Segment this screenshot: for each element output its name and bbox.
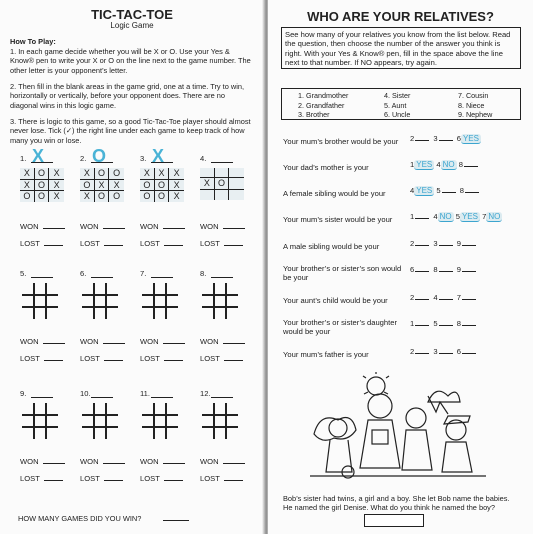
answer-number: 9 — [456, 265, 461, 274]
game-number: 3. — [140, 154, 147, 163]
game-grid[interactable] — [142, 403, 178, 439]
answer-choices — [410, 293, 478, 302]
game-number: 5. — [20, 269, 27, 278]
game-grid[interactable] — [82, 403, 118, 439]
answer-blank[interactable] — [462, 353, 476, 354]
answer-number: 8 — [458, 160, 463, 169]
relative-option: 6. Uncle — [384, 110, 411, 119]
game-number: 10. — [80, 389, 91, 398]
relative-question: Your brother’s or sister’s daughter would be your — [283, 318, 397, 336]
won-label: WON — [20, 457, 39, 466]
lost-row — [80, 239, 123, 248]
relative-question: A male sibling would be your — [283, 242, 380, 251]
answer-choices — [410, 160, 480, 170]
lost-row — [140, 474, 183, 483]
answer-number: 8 — [456, 319, 461, 328]
no-reveal[interactable]: NO — [439, 212, 452, 221]
grid-cell[interactable]: X — [49, 191, 64, 202]
player-letter-line[interactable] — [91, 277, 113, 278]
grid-cell[interactable]: O — [80, 180, 95, 192]
lost-label: LOST — [140, 239, 160, 248]
grid-cell[interactable]: X — [80, 168, 95, 180]
answer-blank[interactable] — [415, 353, 429, 354]
lost-label: LOST — [20, 474, 40, 483]
answer-blank[interactable] — [462, 245, 476, 246]
grid-cell[interactable]: X — [155, 168, 170, 180]
lost-row — [20, 474, 63, 483]
answer-number: 8 — [433, 265, 438, 274]
answer-number: 5 — [455, 212, 460, 221]
step-1: 1. In each game decide whether you will be X or O. Use your Yes & Know® pen to write your X or O on the line next to the game number. The other letter is your opponent’s letter. — [10, 47, 251, 75]
grid-cell[interactable] — [200, 168, 215, 178]
answer-choices — [410, 319, 478, 328]
answer-number: 3 — [433, 134, 438, 143]
won-row — [80, 337, 125, 346]
relative-question: Your mum’s father is your — [283, 350, 369, 359]
twins-puzzle-text: Bob’s sister had twins, a girl and a boy. She let Bob name the babies. He named the girl Denise. What do you think he named the boy? — [283, 494, 510, 513]
game-grid — [140, 168, 184, 200]
lost-label: LOST — [200, 354, 220, 363]
answer-number: 3 — [433, 239, 438, 248]
grid-cell[interactable]: X — [169, 168, 184, 180]
grid-cell[interactable]: X — [80, 191, 95, 202]
lost-row — [200, 354, 243, 363]
game-number: 1. — [20, 154, 27, 163]
answer-blank[interactable] — [465, 192, 479, 193]
lost-row — [80, 474, 123, 483]
won-tick-line[interactable] — [43, 228, 65, 229]
grid-cell[interactable]: O — [140, 180, 155, 192]
lost-tick-line[interactable] — [104, 245, 123, 246]
game-grid — [20, 168, 64, 200]
page-title: WHO ARE YOUR RELATIVES? — [307, 9, 494, 24]
answer-blank[interactable] — [415, 245, 429, 246]
relative-option: 2. Grandfather — [298, 100, 345, 110]
won-tick-line[interactable] — [103, 463, 125, 464]
grid-cell[interactable] — [215, 190, 230, 200]
answer-choices — [410, 265, 478, 274]
page-title: TIC-TAC-TOE — [91, 7, 173, 22]
chosen-letter: X — [152, 146, 165, 166]
answer-number: 2 — [410, 239, 415, 248]
grid-cell[interactable]: X — [49, 168, 64, 180]
game-grid[interactable] — [82, 283, 118, 319]
answer-number: 1 — [410, 319, 415, 328]
grid-cell[interactable] — [200, 190, 215, 200]
lost-tick-line[interactable] — [224, 480, 243, 481]
grid-cell[interactable]: O — [215, 178, 230, 190]
won-label: WON — [140, 337, 159, 346]
answer-blank[interactable] — [439, 299, 453, 300]
answer-blank[interactable] — [415, 218, 429, 219]
lost-row — [20, 354, 63, 363]
relative-option: 8. Niece — [458, 100, 485, 110]
grid-cell[interactable]: O — [155, 191, 170, 202]
yes-reveal[interactable]: YES — [416, 186, 433, 195]
answer-blank[interactable] — [415, 140, 429, 141]
relative-option: 4. Sister — [384, 91, 411, 100]
lost-label: LOST — [80, 474, 100, 483]
grid-cell[interactable] — [229, 178, 244, 190]
answer-choices — [410, 212, 502, 222]
answer-number: 3 — [433, 347, 438, 356]
grid-cell[interactable] — [215, 168, 230, 178]
answer-number: 2 — [410, 134, 415, 143]
won-label: WON — [80, 457, 99, 466]
lost-label: LOST — [140, 354, 160, 363]
lost-tick-line[interactable] — [224, 245, 243, 246]
game-grid[interactable] — [202, 283, 238, 319]
won-label: WON — [200, 222, 219, 231]
answer-number: 4 — [433, 212, 438, 221]
relative-option: 5. Aunt — [384, 100, 407, 110]
won-row — [200, 222, 245, 231]
lost-label: LOST — [20, 239, 40, 248]
answer-number: 4 — [410, 186, 415, 195]
relative-question: Your dad’s mother is your — [283, 163, 369, 172]
relative-question: Your aunt’s child would be your — [283, 296, 388, 305]
lost-tick-line[interactable] — [224, 360, 243, 361]
games-won-question: HOW MANY GAMES DID YOU WIN? — [18, 514, 189, 523]
relative-question: Your brother’s or sister’s son would be your — [283, 264, 402, 282]
lost-tick-line[interactable] — [164, 360, 183, 361]
grid-cell[interactable]: O — [35, 168, 50, 180]
game-number: 7. — [140, 269, 147, 278]
won-label: WON — [200, 457, 219, 466]
game-grid[interactable] — [22, 283, 58, 319]
answer-blank[interactable] — [415, 271, 429, 272]
won-tick-line[interactable] — [223, 463, 245, 464]
left-page — [0, 0, 264, 534]
won-row — [140, 337, 185, 346]
lost-row — [140, 239, 183, 248]
lost-tick-line[interactable] — [44, 245, 63, 246]
answer-choices — [410, 134, 481, 144]
grid-cell[interactable]: X — [20, 168, 35, 180]
answer-choices — [410, 186, 481, 196]
player-letter-line[interactable] — [211, 277, 233, 278]
won-tick-line[interactable] — [103, 343, 125, 344]
grid-cell[interactable]: O — [35, 180, 50, 192]
lost-tick-line[interactable] — [104, 480, 123, 481]
won-tick-line[interactable] — [163, 228, 185, 229]
grid-cell[interactable]: O — [20, 191, 35, 202]
instructions-box — [281, 27, 521, 69]
chosen-letter: O — [92, 146, 107, 166]
lost-row — [80, 354, 123, 363]
answer-number: 1 — [410, 212, 415, 221]
answer-blank[interactable] — [439, 353, 453, 354]
answer-number: 5 — [436, 186, 441, 195]
won-row — [200, 457, 245, 466]
answer-number: 5 — [433, 319, 438, 328]
answer-number: 4 — [433, 293, 438, 302]
relative-question: A female sibling would be your — [283, 189, 386, 198]
lost-row — [200, 474, 243, 483]
lost-row — [200, 239, 243, 248]
won-label: WON — [20, 337, 39, 346]
answer-blank[interactable] — [462, 325, 476, 326]
player-letter-line[interactable] — [211, 162, 233, 163]
game-number: 6. — [80, 269, 87, 278]
answer-blank[interactable] — [442, 192, 456, 193]
won-row — [140, 457, 185, 466]
relative-option: 1. Grandmother — [298, 91, 349, 100]
page-subtitle: Logic Game — [110, 21, 154, 30]
answer-number: 4 — [436, 160, 441, 169]
lost-tick-line[interactable] — [104, 360, 123, 361]
answer-number: 6 — [456, 134, 461, 143]
children-illustration — [308, 372, 488, 482]
lost-label: LOST — [200, 474, 220, 483]
won-label: WON — [80, 222, 99, 231]
grid-cell[interactable]: O — [109, 191, 124, 202]
game-number: 11. — [140, 389, 150, 398]
player-letter-line[interactable] — [211, 397, 233, 398]
answer-number: 2 — [410, 347, 415, 356]
game-number: 9. — [20, 389, 27, 398]
won-row — [200, 337, 245, 346]
answer-blank[interactable] — [439, 245, 453, 246]
answer-number: 9 — [456, 239, 461, 248]
grid-cell[interactable]: X — [169, 191, 184, 202]
won-tick-line[interactable] — [163, 343, 185, 344]
lost-row — [140, 354, 183, 363]
game-grid — [200, 168, 244, 200]
game-grid[interactable] — [22, 403, 58, 439]
grid-cell[interactable]: X — [169, 180, 184, 192]
grid-cell[interactable]: O — [109, 168, 124, 180]
right-page — [268, 0, 533, 534]
game-number: 4. — [200, 154, 207, 163]
how-to-heading: How To Play: — [10, 37, 56, 46]
won-label: WON — [140, 222, 159, 231]
player-letter-line[interactable] — [31, 277, 53, 278]
won-tick-line[interactable] — [43, 463, 65, 464]
lost-tick-line[interactable] — [164, 480, 183, 481]
answer-number: 7 — [482, 212, 487, 221]
won-row — [80, 222, 125, 231]
answer-blank[interactable] — [462, 299, 476, 300]
lost-label: LOST — [20, 354, 40, 363]
grid-cell[interactable]: X — [95, 180, 110, 192]
relative-question: Your mum’s brother would be your — [283, 137, 399, 146]
lost-tick-line[interactable] — [164, 245, 183, 246]
won-label: WON — [80, 337, 99, 346]
relative-question: Your mum’s sister would be your — [283, 215, 393, 224]
lost-label: LOST — [80, 239, 100, 248]
won-tick-line[interactable] — [223, 343, 245, 344]
no-reveal[interactable]: NO — [442, 160, 455, 169]
yes-reveal[interactable]: YES — [461, 212, 478, 221]
step-3: 3. There is logic to this game, so a good Tic-Tac-Toe player should almost never lose. Tick (✓) the right line under each game to keep track of how many you win or lose. — [10, 117, 251, 145]
relative-option: 7. Cousin — [458, 91, 489, 100]
twins-answer-box[interactable] — [364, 514, 424, 527]
grid-cell[interactable]: X — [49, 180, 64, 192]
grid-cell[interactable]: X — [20, 180, 35, 192]
grid-cell[interactable]: O — [35, 191, 50, 202]
game-grid[interactable] — [142, 283, 178, 319]
grid-cell[interactable]: O — [95, 168, 110, 180]
lost-row — [20, 239, 63, 248]
player-letter-line[interactable] — [151, 397, 173, 398]
won-label: WON — [200, 337, 219, 346]
player-letter-line[interactable] — [91, 397, 113, 398]
player-letter-line[interactable] — [151, 277, 173, 278]
answer-blank[interactable] — [439, 325, 453, 326]
won-row — [20, 222, 65, 231]
lost-label: LOST — [140, 474, 160, 483]
step-2: 2. Then fill in the blank areas in the game grid, one at a time. Try to win, horizontally or vertically, before your opponent does. There are no diagonal wins in this logic game. — [10, 82, 245, 110]
answer-blank[interactable] — [415, 299, 429, 300]
answer-blank[interactable] — [464, 166, 478, 167]
won-tick-line[interactable] — [103, 228, 125, 229]
yes-reveal[interactable]: YES — [416, 160, 433, 169]
won-row — [140, 222, 185, 231]
chosen-letter: X — [32, 146, 45, 166]
answer-choices — [410, 239, 478, 248]
answer-blank[interactable] — [462, 271, 476, 272]
lost-tick-line[interactable] — [44, 480, 63, 481]
game-grid[interactable] — [202, 403, 238, 439]
grid-cell[interactable]: X — [200, 178, 215, 190]
relative-option: 9. Nephew — [458, 110, 493, 119]
player-letter-line[interactable] — [31, 397, 53, 398]
lost-label: LOST — [200, 239, 220, 248]
game-grid — [80, 168, 124, 200]
game-number: 2. — [80, 154, 87, 163]
grid-cell[interactable]: X — [109, 180, 124, 192]
yes-reveal[interactable]: YES — [462, 134, 479, 143]
answer-blank[interactable] — [439, 140, 453, 141]
won-tick-line[interactable] — [43, 343, 65, 344]
grid-cell[interactable]: X — [140, 168, 155, 180]
grid-cell[interactable]: O — [155, 180, 170, 192]
grid-cell[interactable]: O — [140, 191, 155, 202]
answer-blank[interactable] — [415, 325, 429, 326]
no-reveal[interactable]: NO — [488, 212, 501, 221]
game-number: 8. — [200, 269, 207, 278]
grid-cell[interactable] — [229, 168, 244, 178]
won-row — [20, 337, 65, 346]
won-tick-line[interactable] — [163, 463, 185, 464]
won-row — [80, 457, 125, 466]
relative-option: 3. Brother — [298, 110, 330, 119]
answer-number: 6 — [456, 347, 461, 356]
won-tick-line[interactable] — [223, 228, 245, 229]
answer-number: 6 — [410, 265, 415, 274]
instructions-text: See how many of your relatives you know from the list below. Read the question, then choose the number of the answer you think is right. With your Yes & Know® pen, fill in the space above the line next to that number. If NO appears, try again. — [285, 30, 511, 67]
answer-number: 1 — [410, 160, 415, 169]
won-row — [20, 457, 65, 466]
answer-choices — [410, 347, 478, 356]
answer-number: 7 — [456, 293, 461, 302]
won-label: WON — [20, 222, 39, 231]
grid-cell[interactable] — [229, 190, 244, 200]
games-won-answer-line[interactable] — [163, 520, 189, 521]
lost-tick-line[interactable] — [44, 360, 63, 361]
won-label: WON — [140, 457, 159, 466]
game-number: 12. — [200, 389, 211, 398]
answer-number: 2 — [410, 293, 415, 302]
grid-cell[interactable]: O — [95, 191, 110, 202]
lost-label: LOST — [80, 354, 100, 363]
answer-blank[interactable] — [439, 271, 453, 272]
answer-number: 8 — [459, 186, 464, 195]
